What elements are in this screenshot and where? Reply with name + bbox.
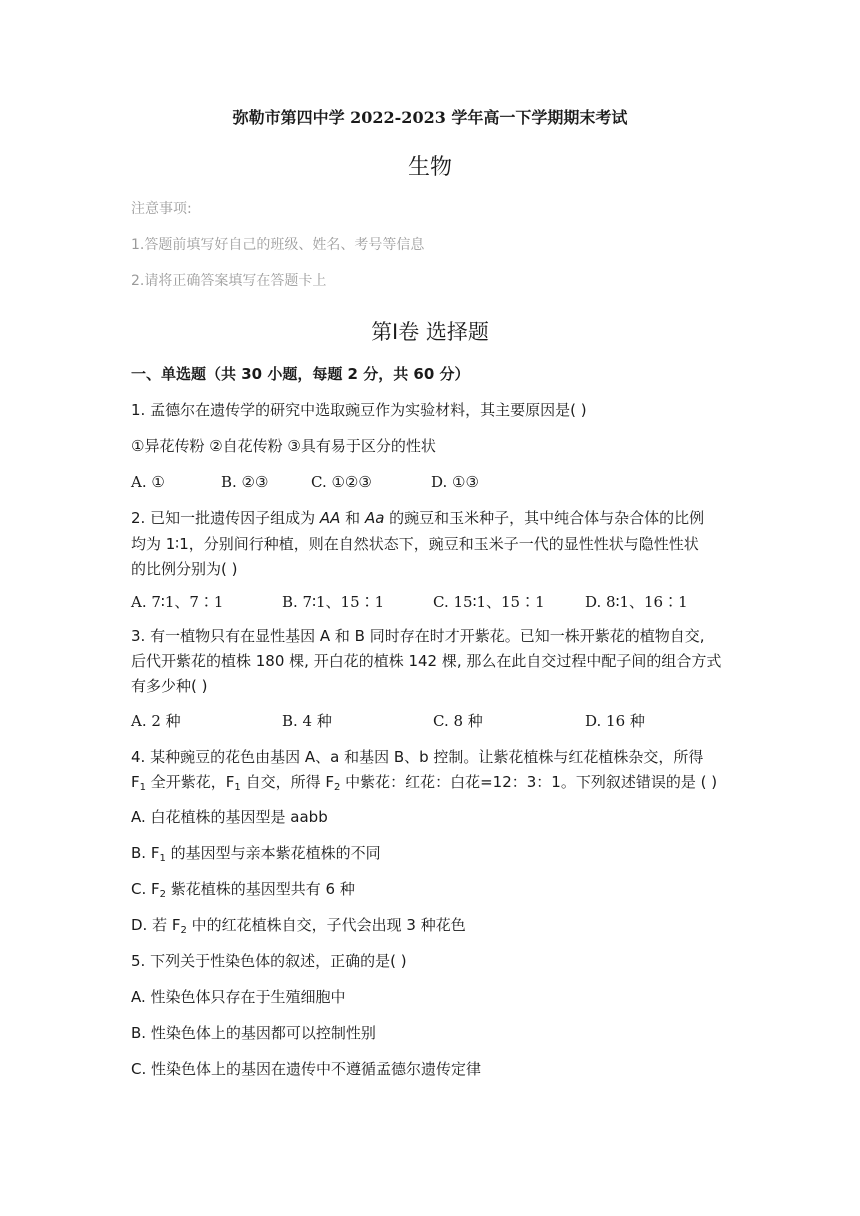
question-5-option-b: B. 性染色体上的基因都可以控制性别 [131,1024,376,1042]
subscript: 1 [234,782,241,793]
question-1-option-a: A. ① [131,473,165,491]
option-text: 中的红花植株自交，子代会出现 3 种花色 [186,916,466,934]
notice-heading: 注意事项: [131,201,192,217]
question-3-line-1: 3. 有一植物只有在显性基因 A 和 B 同时存在时才开紫花。已知一株开紫花的植物自交, [131,627,705,645]
question-2-text-b: 和 [340,509,365,527]
question-5-option-c: C. 性染色体上的基因在遗传中不遵循孟德尔遗传定律 [131,1060,482,1078]
question-2-option-c: C. 15∶1、15∶1 [433,593,545,611]
subscript: 2 [180,925,187,936]
question-2-option-b: B. 7∶1、15∶1 [282,593,385,611]
subscript: 1 [159,853,166,864]
option-prefix: C. F [131,880,160,898]
question-3-option-b: B. 4 种 [282,712,332,730]
question-4-line-2 [131,772,717,798]
genotype-Aa: Aa [364,509,385,527]
question-3-option-d: D. 16 种 [585,712,645,730]
question-4-text-c: 自交，所得 F [240,773,334,791]
question-4-option-a: A. 白花植株的基因型是 aabb [131,808,328,826]
question-4-line-1: 4. 某种豌豆的花色由基因 A、a 和基因 B、b 控制。让紫花植株与红花植株杂交，所得 [131,748,704,766]
question-4-text-d: 中紫花：红花：白花=12：3：1。下列叙述错误的是 ( ) [340,773,718,791]
question-2-text-a: 2. 已知一批遗传因子组成为 [131,509,320,527]
question-2-line-3: 的比例分别为( ) [131,560,238,578]
question-1-option-d: D. ①③ [431,473,479,491]
question-4-option-d [131,915,466,941]
subscript: 1 [139,782,147,793]
question-5-stem: 5. 下列关于性染色体的叙述，正确的是( ) [131,952,407,970]
question-2-text-c: 的豌豆和玉米种子，其中纯合体与杂合体的比例 [384,509,705,527]
question-4-option-b [131,843,381,869]
subject-title: 生物 [407,155,452,180]
question-3-line-3: 有多少种( ) [131,677,208,695]
question-1-option-c: C. ①②③ [311,473,372,491]
question-1-items: ①异花传粉 ②自花传粉 ③具有易于区分的性状 [131,437,436,455]
question-4-option-c [131,879,355,905]
question-4-text-b: 全开紫花，F [146,773,235,791]
exam-title: 弥勒市第四中学 2022-2023 学年高一下学期期末考试 [232,108,628,127]
question-2-option-d: D. 8∶1、16∶1 [585,593,688,611]
question-2-line-1 [131,508,704,528]
notice-item-2: 2.请将正确答案填写在答题卡上 [131,273,327,289]
question-1-option-b: B. ②③ [221,473,269,491]
question-5-option-a: A. 性染色体只存在于生殖细胞中 [131,988,346,1006]
option-prefix: D. 若 F [131,916,181,934]
question-2-option-a: A. 7∶1、7∶1 [131,593,224,611]
option-prefix: B. F [131,844,160,862]
section-title: 第Ⅰ卷 选择题 [371,320,489,344]
question-3-option-c: C. 8 种 [433,712,483,730]
genotype-AA: AA [319,509,341,527]
question-1-stem: 1. 孟德尔在遗传学的研究中选取豌豆作为实验材料，其主要原因是( ) [131,401,587,419]
question-3-line-2: 后代开紫花的植株 180 棵, 开白花的植株 142 棵, 那么在此自交过程中配子间的组合方式 [131,652,722,670]
f-label: F [131,773,140,791]
notice-item-1: 1.答题前填写好自己的班级、姓名、考号等信息 [131,237,425,253]
subscript: 2 [333,782,341,793]
question-2-line-2: 均为 1∶1，分别间行种植，则在自然状态下，豌豆和玉米子一代的显性性状与隐性性状 [131,535,699,553]
question-3-option-a: A. 2 种 [131,712,181,730]
part-heading: 一、单选题（共 30 小题，每题 2 分，共 60 分） [131,365,470,383]
option-text: 紫花植株的基因型共有 6 种 [166,880,355,898]
option-text: 的基因型与亲本紫花植株的不同 [165,844,381,862]
subscript: 2 [159,889,167,900]
